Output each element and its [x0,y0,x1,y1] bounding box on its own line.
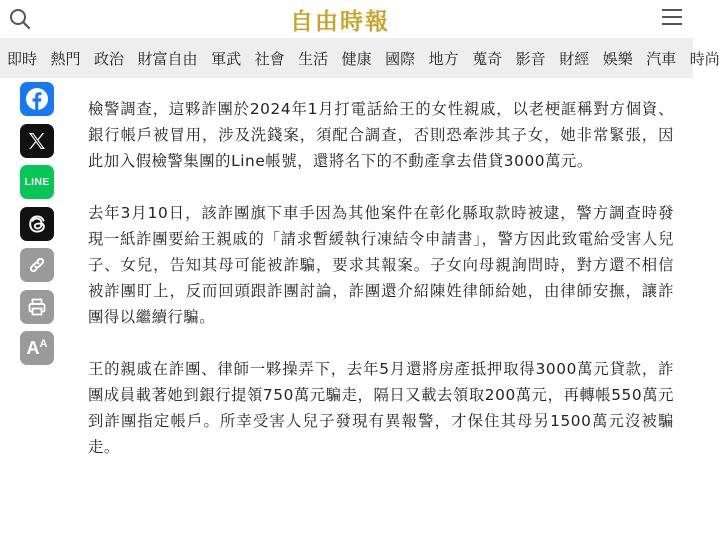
print-button[interactable] [20,290,54,324]
nav-item-popular[interactable]: 熱門 [50,49,81,68]
article-body [88,96,674,486]
hamburger-menu-icon[interactable] [662,9,682,27]
x-twitter-icon [27,131,47,151]
nav-item-instant[interactable]: 即時 [7,49,38,68]
print-icon [26,296,48,318]
article-paragraph-2: 去年3月10日，該詐團旗下車手因為其他案件在彰化縣取款時被逮，警方調查時發現一紙詐團要給王親戚的「請求暫緩執行凍結令申請書」，警方因此致電給受害人兒子、女兒，告知其母可能被詐騙，要求其報案。子女向母親詢問時，對方還不相信被詐團盯上，反而回頭跟詐團討論，詐團還介紹陳姓律師給她，由律師安撫，讓詐團得以繼續行騙。 [88,204,674,326]
nav-item-politics[interactable]: 政治 [94,49,125,68]
threads-icon [26,213,48,235]
nav-item-video[interactable]: 影音 [515,49,546,68]
share-toolbar [20,82,54,373]
nav-item-local[interactable]: 地方 [428,49,459,68]
site-logo[interactable]: 自由時報 [290,7,390,35]
nav-item-curiosities[interactable]: 蒐奇 [472,49,503,68]
nav-item-auto[interactable]: 汽車 [646,49,677,68]
nav-item-entertainment[interactable]: 娛樂 [602,49,633,68]
category-nav [0,38,720,78]
font-size-icon: $A^A$ [26,337,48,358]
line-label: LINE [24,176,50,188]
font-size-button[interactable] [20,331,54,365]
article-paragraph-1: 檢警調查，這夥詐團於2024年1月打電話給王的女性親戚，以老梗誆稱對方個資、銀行帳戶被冒用，涉及洗錢案，須配合調查，否則恐牽涉其子女，她非常緊張，因此加入假檢警集團的Line帳號，還將名下的不動產拿去借貸3000萬元。 [88,100,674,170]
nav-item-military[interactable]: 軍武 [211,49,242,68]
nav-item-society[interactable]: 社會 [254,49,285,68]
nav-item-finance[interactable]: 財經 [559,49,590,68]
link-icon [26,254,48,276]
article-paragraph-3: 王的親戚在詐團、律師一夥操弄下，去年5月還將房產抵押取得3000萬元貸款，詐團成員載著她到銀行提領750萬元騙走，隔日又載去領取200萬元，再轉帳550萬元到詐團指定帳戶。所幸受害人兒子發現有異報警，才保住其母另1500萬元沒被騙走。 [88,360,674,456]
nav-item-fashion[interactable]: 時尚 [689,49,720,68]
share-x-button[interactable] [20,124,54,158]
nav-item-international[interactable]: 國際 [385,49,416,68]
facebook-icon [25,87,49,111]
nav-item-wealth[interactable]: 財富自由 [137,49,198,68]
share-threads-button[interactable] [20,207,54,241]
copy-link-button[interactable] [20,248,54,282]
nav-item-health[interactable]: 健康 [341,49,372,68]
top-header [0,0,693,38]
share-facebook-button[interactable] [20,82,54,116]
search-button[interactable] [8,7,32,31]
search-icon [8,7,32,31]
nav-item-life[interactable]: 生活 [298,49,329,68]
share-line-button[interactable] [20,165,54,199]
